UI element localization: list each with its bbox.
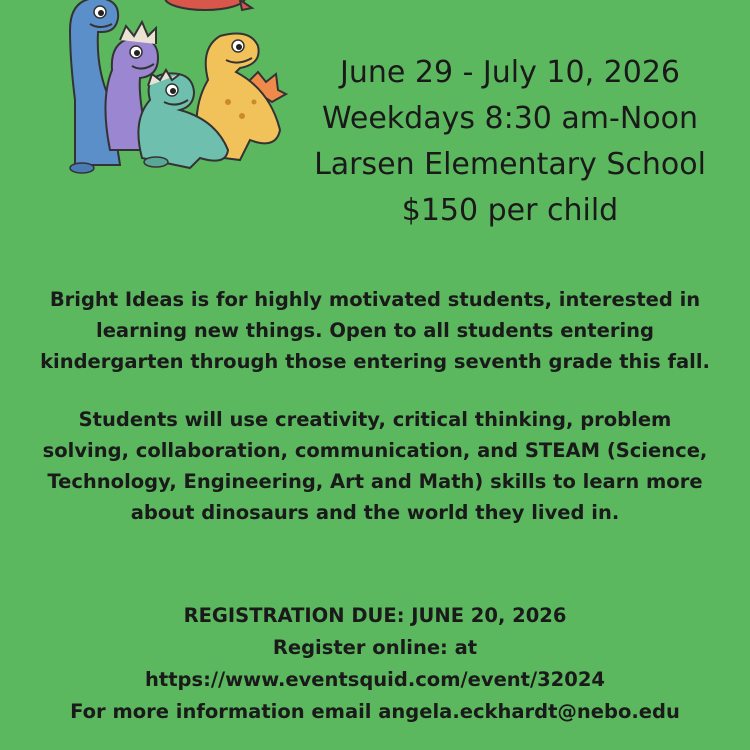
registration-due: REGISTRATION DUE: JUNE 20, 2026 xyxy=(183,604,567,627)
description-line: learning new things. Open to all students entering xyxy=(96,319,654,342)
description-line: Students will use creativity, critical thinking, problem xyxy=(78,408,672,431)
red-dinosaur-icon xyxy=(165,0,252,10)
event-location: Larsen Elementary School xyxy=(314,147,706,182)
event-price: $150 per child xyxy=(401,193,619,228)
event-time: Weekdays 8:30 am-Noon xyxy=(321,101,699,136)
dinosaurs-illustration xyxy=(40,0,290,180)
contact-email-line[interactable]: For more information email angela.eckhardt@nebo.edu xyxy=(70,700,680,723)
description-paragraph-1 xyxy=(20,284,730,377)
description-line: kindergarten through those entering seventh grade this fall. xyxy=(40,350,710,373)
registration-info xyxy=(10,600,740,728)
description-paragraph-2 xyxy=(20,404,730,528)
event-details xyxy=(290,50,730,234)
description-line: solving, collaboration, communication, and STEAM (Science, xyxy=(42,439,708,462)
description-line: about dinosaurs and the world they lived in. xyxy=(130,501,620,524)
register-online-label: Register online: at xyxy=(272,636,478,659)
event-dates: June 29 - July 10, 2026 xyxy=(339,55,681,90)
registration-link[interactable]: https://www.eventsquid.com/event/32024 xyxy=(145,668,605,691)
description-line: Bright Ideas is for highly motivated students, interested in xyxy=(49,288,701,311)
description-line: Technology, Engineering, Art and Math) skills to learn more xyxy=(47,470,703,493)
